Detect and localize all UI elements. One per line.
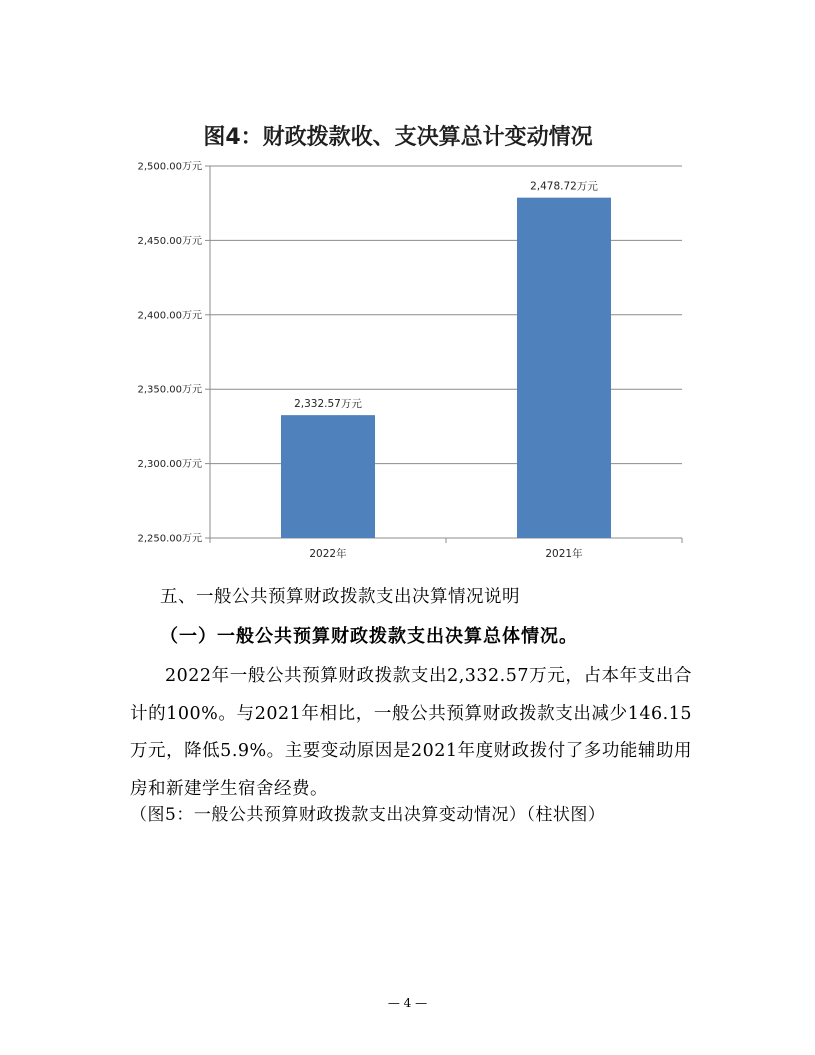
page-number: — 4 — bbox=[387, 996, 428, 1010]
bar bbox=[517, 198, 611, 538]
grid-lines bbox=[210, 166, 682, 538]
figure-caption: （图5：一般公共预算财政拨款支出决算变动情况）（柱状图） bbox=[130, 805, 606, 825]
bar bbox=[281, 415, 375, 538]
y-tick-label: 2,300.00万元 bbox=[137, 459, 202, 471]
data-label: 2,332.57万元 bbox=[294, 398, 362, 411]
y-tick-labels bbox=[137, 161, 202, 545]
y-tick-label: 2,400.00万元 bbox=[137, 310, 202, 322]
y-tick-label: 2,350.00万元 bbox=[137, 384, 202, 396]
section-heading: 五、一般公共预算财政拨款支出决算情况说明 bbox=[160, 587, 520, 607]
bars bbox=[281, 198, 611, 538]
category-label: 2021年 bbox=[545, 548, 583, 560]
bar-chart bbox=[0, 110, 815, 560]
data-label: 2,478.72万元 bbox=[530, 180, 598, 193]
category-label: 2022年 bbox=[309, 548, 347, 560]
y-tick-label: 2,500.00万元 bbox=[137, 161, 202, 173]
chart-title: 图4：财政拨款收、支决算总计变动情况 bbox=[203, 125, 593, 150]
category-labels bbox=[309, 547, 583, 560]
y-tick-label: 2,250.00万元 bbox=[137, 533, 202, 545]
y-tick-label: 2,450.00万元 bbox=[137, 235, 202, 247]
sub-heading: （一）一般公共预算财政拨款支出决算总体情况。 bbox=[160, 626, 578, 647]
body-paragraph: 2022年一般公共预算财政拨款支出2,332.57万元，占本年支出合计的100%。与2021年相比，一般公共预算财政拨款支出减少146.15万元，降低5.9%。主要变动原因是2021年度财政拨付了多功能辅助用房和新建学生宿舍经费。 bbox=[130, 666, 692, 799]
